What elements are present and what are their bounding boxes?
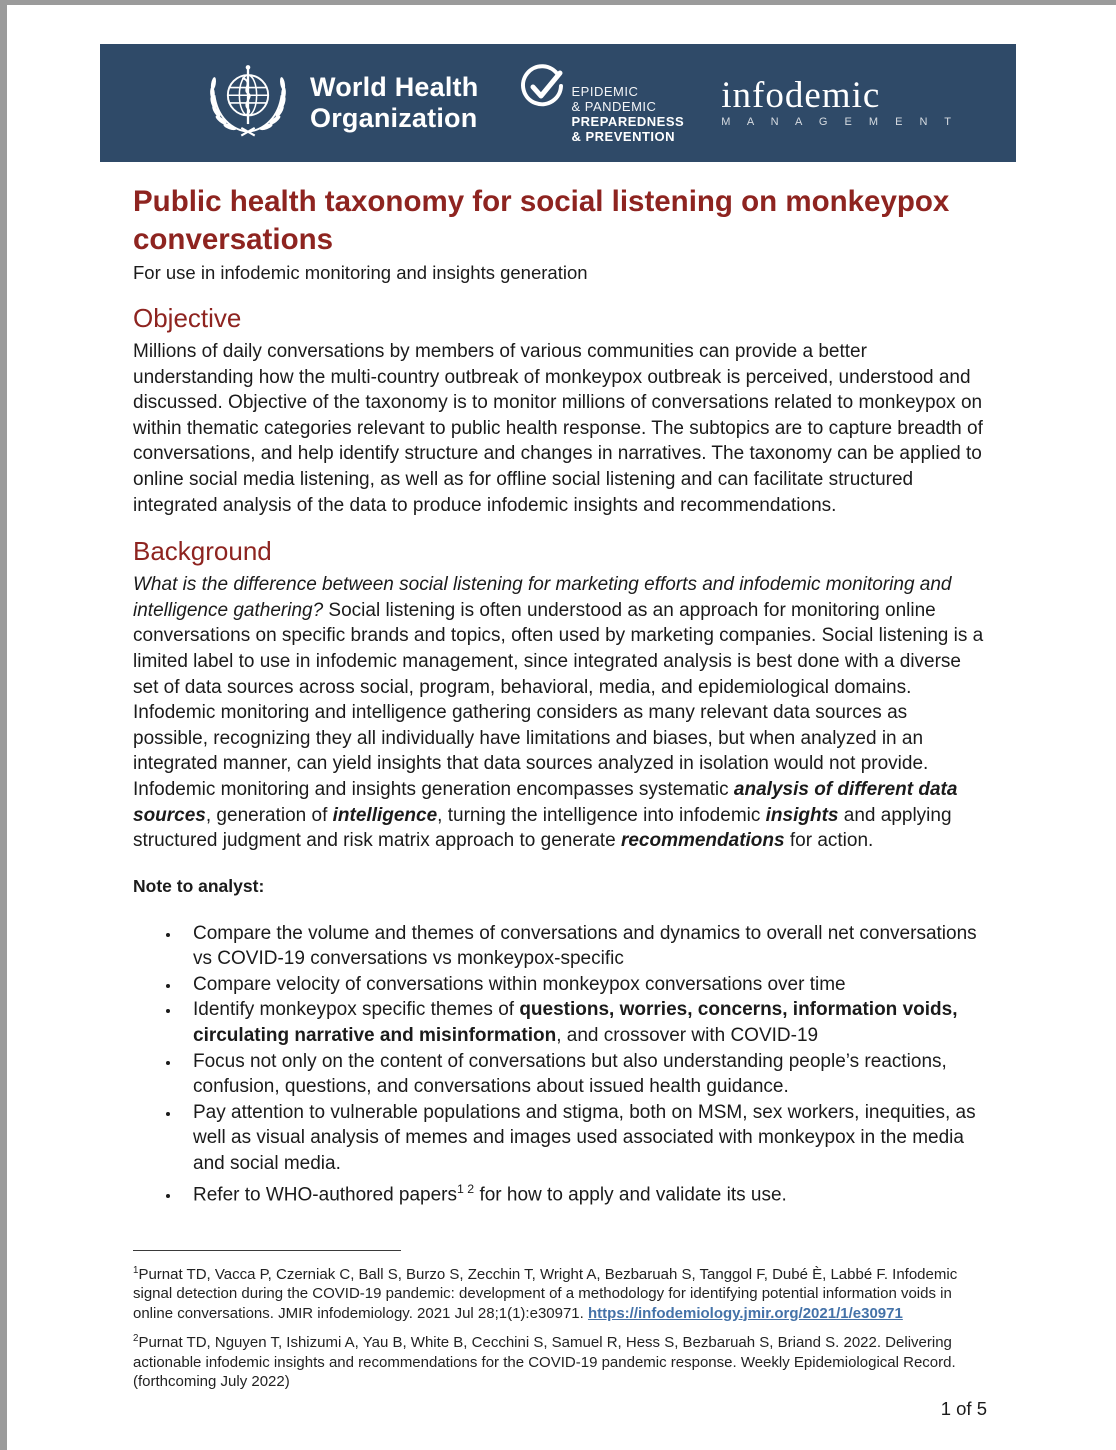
- epp-logo: [516, 62, 685, 144]
- footnote-separator: [133, 1250, 401, 1251]
- superscript-reference: 1: [133, 1264, 139, 1276]
- note-bullet: • Identify monkeypox specific themes of questions, worries, concerns, information voids, circulating narrative and misinformation, and crossover with COVID-19: [181, 997, 987, 1048]
- document-content: [133, 183, 987, 1420]
- check-circle-icon: [516, 62, 568, 123]
- note-bullet: • Focus not only on the content of conversations but also understanding people’s reactions, confusion, questions, and conversations about issued health guidance.: [181, 1049, 987, 1100]
- header-banner: [100, 44, 1016, 162]
- who-logo-wordmark: World Health Organization: [310, 72, 479, 133]
- section-heading-objective: Objective: [133, 303, 242, 333]
- document-page: [7, 5, 1116, 1450]
- note-bullet: • Compare velocity of conversations within monkeypox conversations over time: [181, 972, 987, 998]
- page-number: 1 of 5: [940, 1397, 987, 1419]
- footnote-link[interactable]: https://infodemiology.jmir.org/2021/1/e30971: [588, 1304, 903, 1322]
- footnote-2: $^2$Purnat TD, Nguyen T, Ishizumi A, Yau B, White B, Cecchini S, Samuel R, Hess S, Bezbaruah S, Briand S. 2022. Delivering actionable infodemic insights and recommendations for the COVID-19 pandemic response. Weekly Epidemiological Record. (forthcoming July 2022): [133, 1333, 956, 1391]
- objective-paragraph: Millions of daily conversations by members of various communities can provide a better understanding how the multi-country outbreak of monkeypox outbreak is perceived, understood and discussed. Objective of the taxonomy is to monitor millions of conversations related to monkeypox on within thematic categories relevant to public health response. The subtopics are to capture breadth of conversations, and help identify structure and changes in narratives. The taxonomy can be applied to online social media listening, as well as for offline social listening and can facilitate structured integrated analysis of the data to produce infodemic insights and recommendations.: [133, 341, 983, 516]
- who-emblem-icon: [200, 53, 296, 154]
- note-to-analyst-label: Note to analyst:: [133, 875, 265, 896]
- page-title: Public health taxonomy for social listening on monkeypox conversations: [133, 185, 950, 256]
- superscript-reference: 1 2: [457, 1181, 475, 1196]
- epp-logo-wordmark: EPIDEMIC & PANDEMIC PREPAREDNESS & PREVENTION: [571, 84, 685, 144]
- who-logo: [200, 53, 478, 154]
- note-bullet: • Pay attention to vulnerable populations and stigma, both on MSM, sex workers, inequities, as well as visual analysis of memes and images used associated with monkeypox in the media and social media.: [181, 1100, 987, 1177]
- page-subtitle: For use in infodemic monitoring and insights generation: [133, 262, 588, 283]
- infodemic-logo: infodemic M A N A G E M E N T: [721, 75, 958, 128]
- section-heading-background: Background: [133, 536, 272, 567]
- footnote-1: $^1$Purnat TD, Vacca P, Czerniak C, Ball S, Burzo S, Zecchin T, Wright A, Bezbaruah S, Tanggol F, Dubé È, Labbé F. Infodemic signal detection during the COVID-19 pandemic: development of a methodology for identifying potential information voids in online conversations. JMIR infodemiology. 2021 Jul 28;1(1):e30971. https://infodemiology.jmir.org/2021/1/e30971: [133, 1264, 958, 1322]
- superscript-reference: 2: [133, 1333, 139, 1345]
- note-bullet: • Refer to WHO-authored papers$^{1 2}$ for how to apply and validate its use.: [181, 1177, 987, 1208]
- background-paragraph: What is the difference between social listening for marketing efforts and infodemic monitoring and intelligence gathering? Social listening is often understood as an approach for monitoring online conversations on specific brands and topics, often used by marketing companies. Social listening is a limited label to use in infodemic management, since integrated analysis is best done with a diverse set of data sources across social, program, behavioral, media, and epidemiological domains. Infodemic monitoring and intelligence gathering considers as many relevant data sources as possible, recognizing they all individually have limitations and biases, but when analyzed in an integrated manner, can yield insights that data sources analyzed in isolation would not provide. Infodemic monitoring and insights generation encompasses systematic analysis of different data sources, generation of intelligence, turning the intelligence into infodemic insights and applying structured judgment and risk matrix approach to generate recommendations for action.: [133, 574, 984, 852]
- note-bullet: • Compare the volume and themes of conversations and dynamics to overall net conversations vs COVID-19 conversations vs monkeypox-specific: [181, 921, 987, 972]
- note-bullet-list: [133, 921, 987, 1208]
